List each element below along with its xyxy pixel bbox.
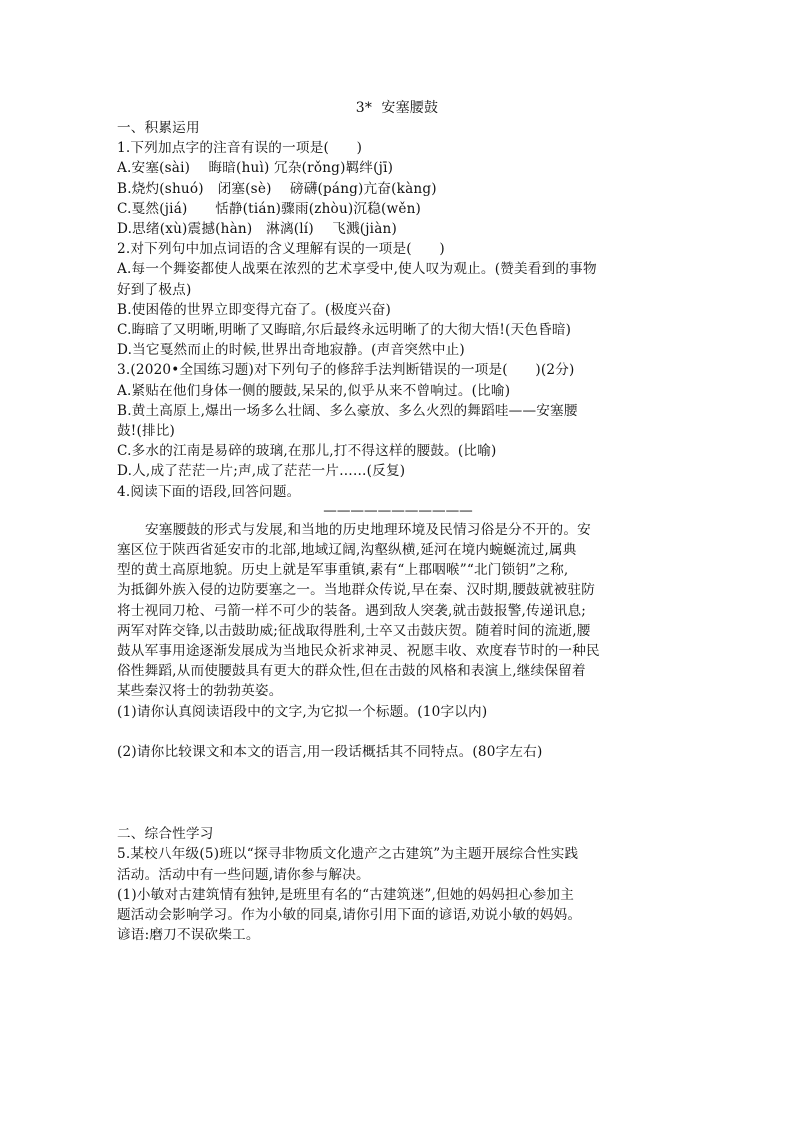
sub-question-1-continued: 题活动会影响学习。作为小敏的同桌,请你引用下面的谚语,劝说小敏的妈妈。: [117, 906, 582, 923]
option-b: B.使困倦的世界立即变得亢奋了。(极度兴奋): [117, 301, 392, 318]
question-3: [117, 360, 679, 481]
question-stem: 3.(2020•全国练习题)对下列句子的修辞手法判断错误的一项是( )(2分): [117, 362, 575, 379]
question-4: [117, 482, 679, 824]
question-stem: 2.对下列句中加点词语的含义理解有误的一项是( ): [117, 241, 445, 258]
question-stem: 1.下列加点字的注音有误的一项是( ): [117, 140, 363, 157]
passage-line: 两军对阵交锋,以击鼓助威;征战取得胜利,士卒又击鼓庆贺。随着时间的流逝,腰: [117, 622, 591, 639]
passage-line: 为抵御外族入侵的边防要塞之一。当地群众传说,早在秦、汉时期,腰鼓就被驻防: [117, 582, 596, 599]
question-5: [117, 844, 679, 945]
option-b: B.烧灼(shuó) 闭塞(sè) 磅礴(páng)亢奋(kàng): [117, 180, 437, 197]
question-stem-continued: 活动。活动中有一些问题,请你参与解决。: [117, 866, 370, 883]
passage-line: 将士视同刀枪、弓箭一样不可少的装备。遇到敌人突袭,就击鼓报警,传递讯息;: [117, 602, 587, 619]
passage-separator: ———————————: [323, 502, 473, 519]
worksheet-content: [117, 118, 679, 945]
option-c: C.多水的江南是易碎的玻璃,在那儿,打不得这样的腰鼓。(比喻): [117, 443, 497, 460]
option-d: D.思绪(xù)震撼(hàn) 淋漓(lí) 飞溅(jiàn): [117, 221, 397, 238]
passage-line: 塞区位于陕西省延安市的北部,地域辽阔,沟壑纵横,延河在境内蜿蜒流过,属典: [117, 542, 577, 559]
answer-space: [117, 722, 679, 742]
page-title: 3* 安塞腰鼓: [355, 100, 439, 116]
sub-question-1: (1)请你认真阅读语段中的文字,为它拟一个标题。(10字以内): [117, 703, 488, 720]
option-b: B.黄土高原上,爆出一场多么壮阔、多么豪放、多么火烈的舞蹈哇——安塞腰: [117, 402, 578, 419]
sub-question-1: (1)小敏对古建筑情有独钟,是班里有名的“古建筑迷”,但她的妈妈担心参加主: [117, 886, 575, 903]
passage-line: 某些秦汉将士的勃勃英姿。: [117, 683, 283, 700]
option-c: C.晦暗了又明晰,明晰了又晦暗,尔后最终永远明晰了的大彻大悟!(天色昏暗): [117, 322, 572, 339]
section-heading-comprehensive: 二、综合性学习: [117, 826, 214, 843]
sub-question-2: (2)请你比较课文和本文的语言,用一段话概括其不同特点。(80字左右): [117, 743, 543, 760]
option-b-continued: 鼓!(排比): [117, 423, 176, 440]
passage-line: 鼓从军事用途逐渐发展成为当地民众祈求神灵、祝愿丰收、欢度春节时的一种民: [117, 643, 600, 660]
section-heading-accumulation: 一、积累运用: [117, 120, 200, 136]
option-c: C.戛然(jiá) 恬静(tián)骤雨(zhòu)沉稳(wěn): [117, 200, 422, 217]
passage-line: 安塞腰鼓的形式与发展,和当地的历史地理环境及民情习俗是分不开的。安: [145, 521, 591, 538]
option-a: A.每一个舞姿都使人战栗在浓烈的艺术享受中,使人叹为观止。(赞美看到的事物: [117, 261, 597, 278]
passage-line: 型的黄土高原地貌。历史上就是军事重镇,素有“上郡咽喉”“北门锁钥”之称,: [117, 562, 569, 579]
answer-space: [117, 762, 679, 824]
option-a: A.紧贴在他们身体一侧的腰鼓,呆呆的,似乎从来不曾响过。(比喻): [117, 382, 511, 399]
proverb: 谚语:磨刀不误砍柴工。: [117, 927, 260, 944]
reading-passage: [117, 520, 679, 702]
question-2: [117, 239, 679, 360]
question-stem: 4.阅读下面的语段,回答问题。: [117, 483, 301, 500]
option-d: D.人,成了茫茫一片;声,成了茫茫一片……(反复): [117, 463, 406, 480]
question-stem: 5.某校八年级(5)班以“探寻非物质文化遗产之古建筑”为主题开展综合性实践: [117, 846, 579, 863]
option-a-continued: 好到了极点): [117, 281, 192, 298]
passage-line: 俗性舞蹈,从而使腰鼓具有更大的群众性,但在击鼓的风格和表演上,继续保留着: [117, 663, 586, 680]
question-1: [117, 138, 679, 239]
option-d: D.当它戛然而止的时候,世界出奇地寂静。(声音突然中止): [117, 342, 465, 359]
option-a: A.安塞(sài) 晦暗(huì) 冗杂(rǒng)羁绊(jī): [117, 160, 394, 177]
